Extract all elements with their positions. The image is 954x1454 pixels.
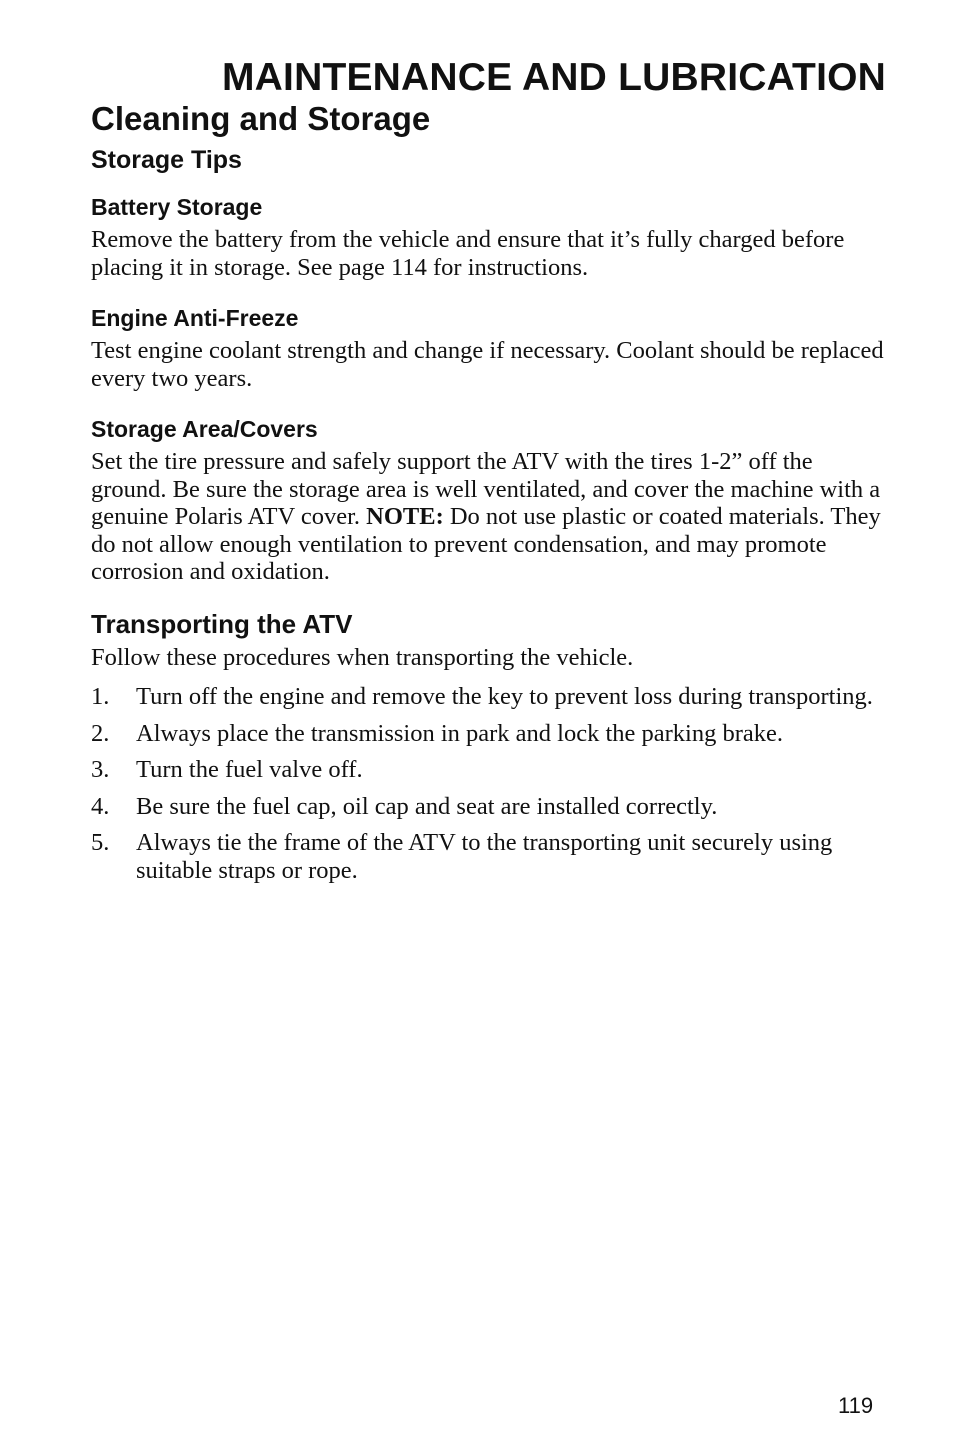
step-number: 5.: [91, 829, 110, 856]
note-label: NOTE:: [366, 503, 444, 530]
storage-area-text-part1: Set the tire pressure and safely support the ATV with the tires 1-2” off the ground. Be sure the storage area is well ventilated, and cover the machine with a genuine Polaris ATV cover.: [91, 448, 881, 530]
step-text: Always tie the frame of the ATV to the transporting unit securely using suitable straps or rope.: [136, 829, 833, 884]
list-item: [91, 720, 891, 748]
battery-storage-text: Remove the battery from the vehicle and ensure that it’s fully charged before placing it in storage. See page 114 for instructions.: [91, 226, 845, 281]
engine-anti-freeze-text: Test engine coolant strength and change if necessary. Coolant should be replaced every two years.: [91, 337, 884, 392]
section-title: Cleaning and Storage: [91, 100, 431, 137]
engine-anti-freeze-heading: Engine Anti-Freeze: [91, 305, 299, 331]
step-number: 3.: [91, 756, 110, 783]
step-text: Be sure the fuel cap, oil cap and seat are installed correctly.: [136, 792, 718, 820]
step-text: Always place the transmission in park and lock the parking brake.: [136, 719, 784, 747]
list-item: [91, 829, 891, 884]
storage-area-text-part2: Do not use plastic or coated materials. They do not allow enough ventilation to prevent condensation, and may promote corrosion and oxidation.: [91, 503, 881, 585]
page-content: [91, 142, 891, 893]
page-number: 119: [838, 1393, 874, 1418]
transporting-heading: Transporting the ATV: [91, 608, 353, 639]
list-item: [91, 793, 891, 821]
storage-tips-heading: Storage Tips: [91, 146, 242, 174]
transporting-intro: Follow these procedures when transporting the vehicle.: [91, 643, 634, 671]
storage-area-covers-text: [91, 448, 891, 586]
step-text: Turn the fuel valve off.: [136, 756, 363, 783]
step-number: 2.: [91, 719, 110, 747]
list-item: [91, 756, 891, 784]
step-number: 1.: [91, 683, 110, 710]
storage-area-covers-heading: Storage Area/Covers: [91, 416, 318, 442]
step-text: Turn off the engine and remove the key to prevent loss during transporting.: [136, 683, 873, 710]
page-header: MAINTENANCE AND LUBRICATION: [222, 56, 887, 99]
battery-storage-heading: Battery Storage: [91, 194, 263, 220]
transport-steps-list: [91, 683, 891, 884]
list-item: [91, 683, 891, 711]
step-number: 4.: [91, 792, 110, 820]
